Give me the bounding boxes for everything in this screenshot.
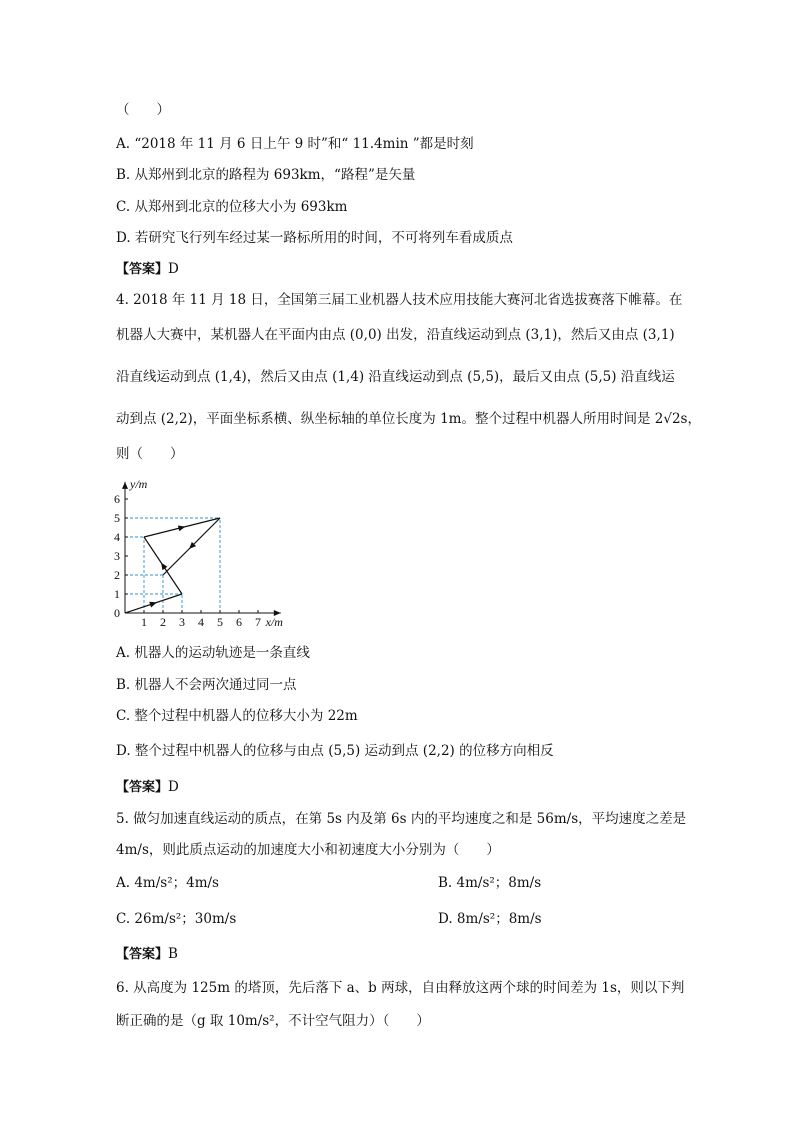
origin-label: 0 [114, 606, 120, 620]
q5-answer [116, 944, 178, 965]
x-tick-label: 6 [236, 615, 242, 628]
q5-stem-line-1: 5. 做匀加速直线运动的质点，在第 5s 内及第 6s 内的平均速度之和是 56m/s，平均速度之差是 [116, 811, 687, 827]
y-axis-arrow [122, 482, 128, 489]
q3-answer [116, 259, 179, 280]
y-tick-label: 5 [114, 511, 120, 525]
q4-stem-line-5: 则（ ） [116, 446, 184, 462]
tick-labels [114, 492, 261, 628]
q5-option-a: A. 4m/s²；4m/s [116, 875, 219, 891]
q6-stem-line-2: 断正确的是（g 取 10m/s²，不计空气阻力）（ ） [116, 1013, 430, 1029]
y-tick-label: 3 [114, 549, 120, 563]
q4-option-c: C. 整个过程中机器人的位移大小为 22m [116, 708, 358, 724]
trajectory-path [125, 518, 220, 613]
answer-value: D [168, 779, 179, 795]
x-tick-label: 5 [217, 615, 223, 628]
q4-option-a: A. 机器人的运动轨迹是一条直线 [116, 645, 310, 661]
q3-option-d: D. 若研究飞行列车经过某一路标所用的时间，不可将列车看成质点 [116, 230, 513, 246]
y-tick-label: 6 [114, 492, 120, 506]
q5-option-b: B. 4m/s²；8m/s [438, 875, 542, 891]
y-axis-label: y/m [130, 478, 148, 491]
answer-tag: 【答案】 [116, 262, 169, 277]
direction-arrow [149, 602, 157, 608]
q4-answer [116, 777, 179, 798]
x-tick-label: 4 [198, 615, 204, 628]
answer-value: D [168, 261, 179, 277]
q3-option-a: A. “2018 年 11 月 6 日上午 9 时”和“ 11.4min ”都是时刻 [116, 136, 474, 152]
axes [122, 482, 281, 616]
q4-option-b: B. 机器人不会两次通过同一点 [116, 677, 297, 693]
direction-arrow [178, 525, 186, 531]
answer-tag: 【答案】 [116, 780, 169, 795]
q4-stem-line-2: 机器人大赛中，某机器人在平面内由点 (0,0) 出发，沿直线运动到点 (3,1)，然后又由点 (3,1) [116, 327, 675, 343]
q4-stem-line-3: 沿直线运动到点 (1,4)，然后又由点 (1,4) 沿直线运动到点 (5,5)，最后又由点 (5,5) 沿直线运 [116, 369, 675, 385]
x-tick-label: 1 [141, 615, 147, 628]
trajectory-figure [108, 478, 298, 628]
answer-value: B [168, 946, 178, 962]
q5-option-d: D. 8m/s²；8m/s [438, 911, 542, 927]
x-tick-label: 3 [179, 615, 185, 628]
answer-tag: 【答案】 [116, 947, 169, 962]
y-tick-label: 1 [114, 587, 120, 601]
q4-option-d: D. 整个过程中机器人的位移与由点 (5,5) 运动到点 (2,2) 的位移方向相反 [116, 743, 554, 759]
q3-option-c: C. 从郑州到北京的位移大小为 693km [116, 199, 348, 215]
q3-option-b: B. 从郑州到北京的路程为 693km，“路程”是矢量 [116, 167, 416, 183]
q4-stem-line-1: 4. 2018 年 11 月 18 日，全国第三届工业机器人技术应用技能大赛河北省选拔赛落下帷幕。在 [116, 292, 683, 308]
q3-paren: （ ） [116, 102, 170, 118]
q5-option-c: C. 26m/s²；30m/s [116, 911, 237, 927]
y-tick-label: 2 [114, 568, 120, 582]
q5-stem-line-2: 4m/s，则此质点运动的加速度大小和初速度大小分别为（ ） [116, 842, 500, 858]
q6-stem-line-1: 6. 从高度为 125m 的塔顶，先后落下 a、b 两球，自由释放这两个球的时间差为 1s，则以下判 [116, 980, 685, 996]
x-tick-label: 2 [160, 615, 166, 628]
direction-arrow [161, 563, 167, 570]
x-axis-label: x/m [265, 615, 283, 628]
q4-stem-line-4: 动到点 (2,2)，平面坐标系横、纵坐标轴的单位长度为 1m。整个过程中机器人所用时间是 2√2s， [116, 411, 701, 427]
y-tick-label: 4 [114, 530, 120, 544]
x-tick-label: 7 [255, 615, 261, 628]
